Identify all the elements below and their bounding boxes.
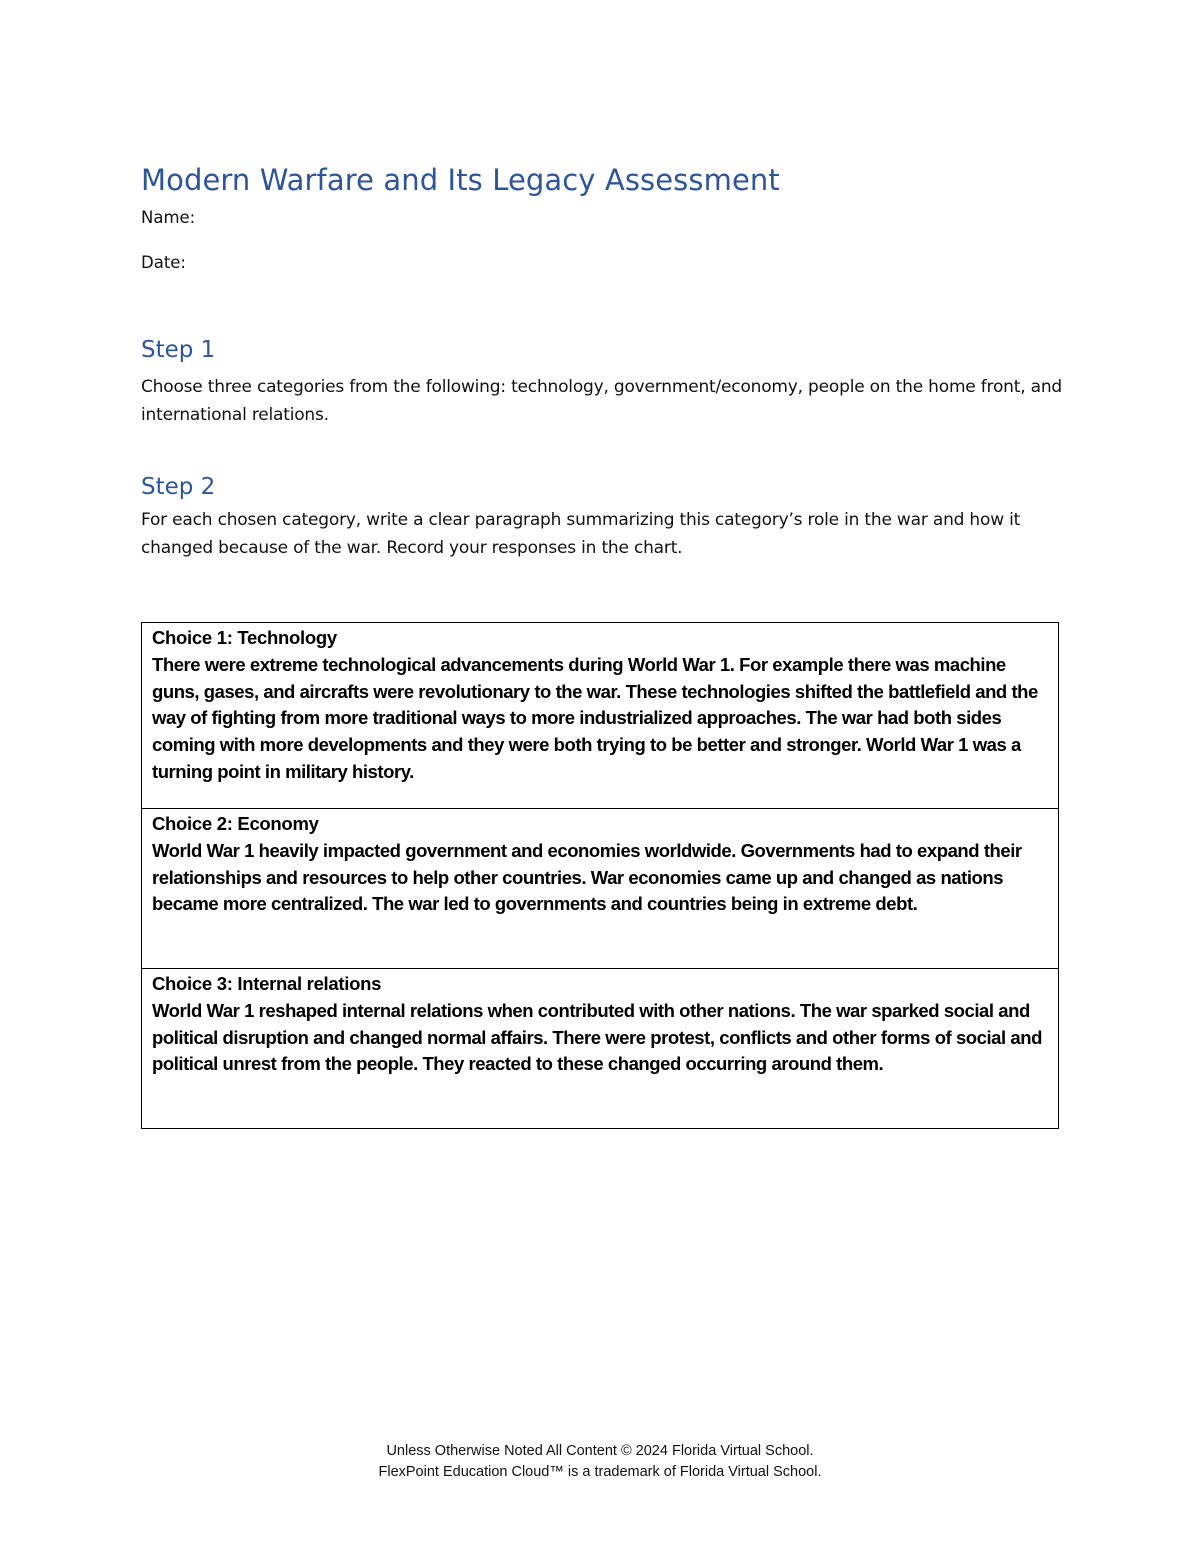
chart-row-choice-1	[142, 623, 1059, 809]
chart-cell-choice-3	[142, 969, 1059, 1129]
step-2-heading: Step 2	[141, 474, 216, 500]
step-1-instructions: Choose three categories from the following: technology, government/economy, people on the home front, and international relations.	[141, 377, 1062, 425]
name-field-label: Name:	[141, 208, 196, 227]
choice-3-label: Choice 3: Internal relations	[152, 973, 382, 994]
choice-2-response: World War 1 heavily impacted government and economies worldwide. Governments had to expand their relationships and resources to help other countries. War economies came up and changed as nations became more centralized. The war led to governments and countries being in extreme debt.	[152, 839, 1022, 915]
choice-2-label: Choice 2: Economy	[152, 813, 319, 834]
response-chart	[141, 622, 1059, 1129]
chart-row-choice-2	[142, 809, 1059, 969]
choice-1-label: Choice 1: Technology	[152, 627, 337, 648]
chart-cell-choice-1	[142, 623, 1059, 809]
footer-trademark: FlexPoint Education Cloud™ is a trademark of Florida Virtual School.	[378, 1464, 822, 1480]
date-field-label: Date:	[141, 253, 186, 272]
chart-row-choice-3	[142, 969, 1059, 1129]
choice-1-response: There were extreme technological advancements during World War 1. For example there was machine guns, gases, and aircrafts were revolutionary to the war. These technologies shifted the battlefield and the way of fighting from more traditional ways to more industrialized approaches. The war had both sides coming with more developments and they were both trying to be better and stronger. World War 1 was a turning point in military history.	[152, 653, 1038, 782]
footer-copyright: Unless Otherwise Noted All Content © 2024 Florida Virtual School.	[386, 1443, 814, 1459]
step-2-instructions: For each chosen category, write a clear paragraph summarizing this category’s role in the war and how it changed because of the war. Record your responses in the chart.	[141, 510, 1021, 558]
choice-3-response: World War 1 reshaped internal relations when contributed with other nations. The war sparked social and political disruption and changed normal affairs. There were protest, conflicts and other forms of social and political unrest from the people. They reacted to these changed occurring around them.	[152, 999, 1042, 1075]
chart-cell-choice-2	[142, 809, 1059, 969]
step-1-heading: Step 1	[141, 337, 216, 363]
document-title: Modern Warfare and Its Legacy Assessment	[141, 163, 780, 197]
